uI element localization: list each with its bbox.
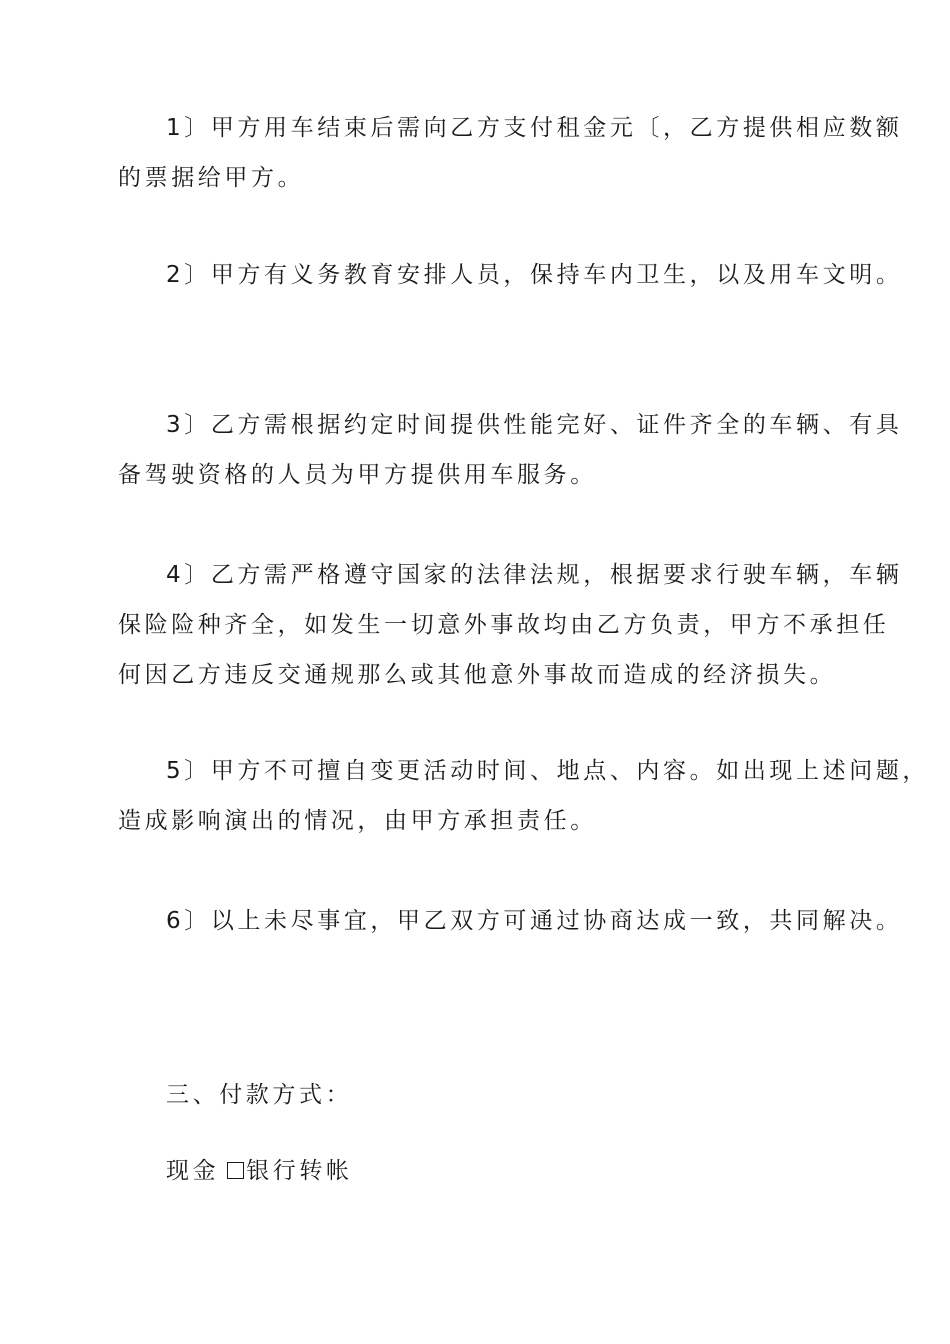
clause-3-line-2: 备驾驶资格的人员为甲方提供用车服务。: [118, 462, 597, 488]
payment-cash-label: 现金: [166, 1158, 220, 1184]
clause-5-line-1: 5〕甲方不可擅自变更活动时间、地点、内容。如出现上述问题，: [166, 758, 930, 784]
clause-1-line-2: 的票据给甲方。: [118, 165, 305, 191]
bank-transfer-checkbox-icon: [227, 1162, 244, 1179]
section-heading-payment: [118, 1070, 836, 1120]
payment-bank-label: 银行转帐: [246, 1158, 353, 1184]
clause-4-line-2: 保险险种齐全，如发生一切意外事故均由乙方负责，甲方不承担任: [118, 612, 890, 638]
clause-4-line-1: 4〕乙方需严格遵守国家的法律法规，根据要求行驶车辆，车辆: [166, 562, 903, 588]
clause-2-line-1: 2〕甲方有义务教育安排人员，保持车内卫生，以及用车文明。: [166, 262, 903, 288]
clause-1: [118, 103, 903, 203]
clause-5: [118, 746, 930, 846]
section-heading-text: 三、付款方式：: [166, 1082, 353, 1108]
clause-6: [118, 896, 903, 946]
clause-2: [118, 250, 903, 300]
payment-options: [118, 1146, 836, 1196]
clause-3: [118, 400, 903, 500]
clause-6-line-1: 6〕以上未尽事宜，甲乙双方可通过协商达成一致，共同解决。: [166, 908, 903, 934]
clause-3-line-1: 3〕乙方需根据约定时间提供性能完好、证件齐全的车辆、有具: [166, 412, 903, 438]
clause-4: [118, 550, 903, 700]
payment-options-line: [118, 1146, 836, 1196]
clause-1-line-1: 1〕甲方用车结束后需向乙方支付租金元〔，乙方提供相应数额: [166, 115, 903, 141]
clause-5-line-2: 造成影响演出的情况，由甲方承担责任。: [118, 808, 597, 834]
clause-4-line-3: 何因乙方违反交通规那么或其他意外事故而造成的经济损失。: [118, 662, 837, 688]
